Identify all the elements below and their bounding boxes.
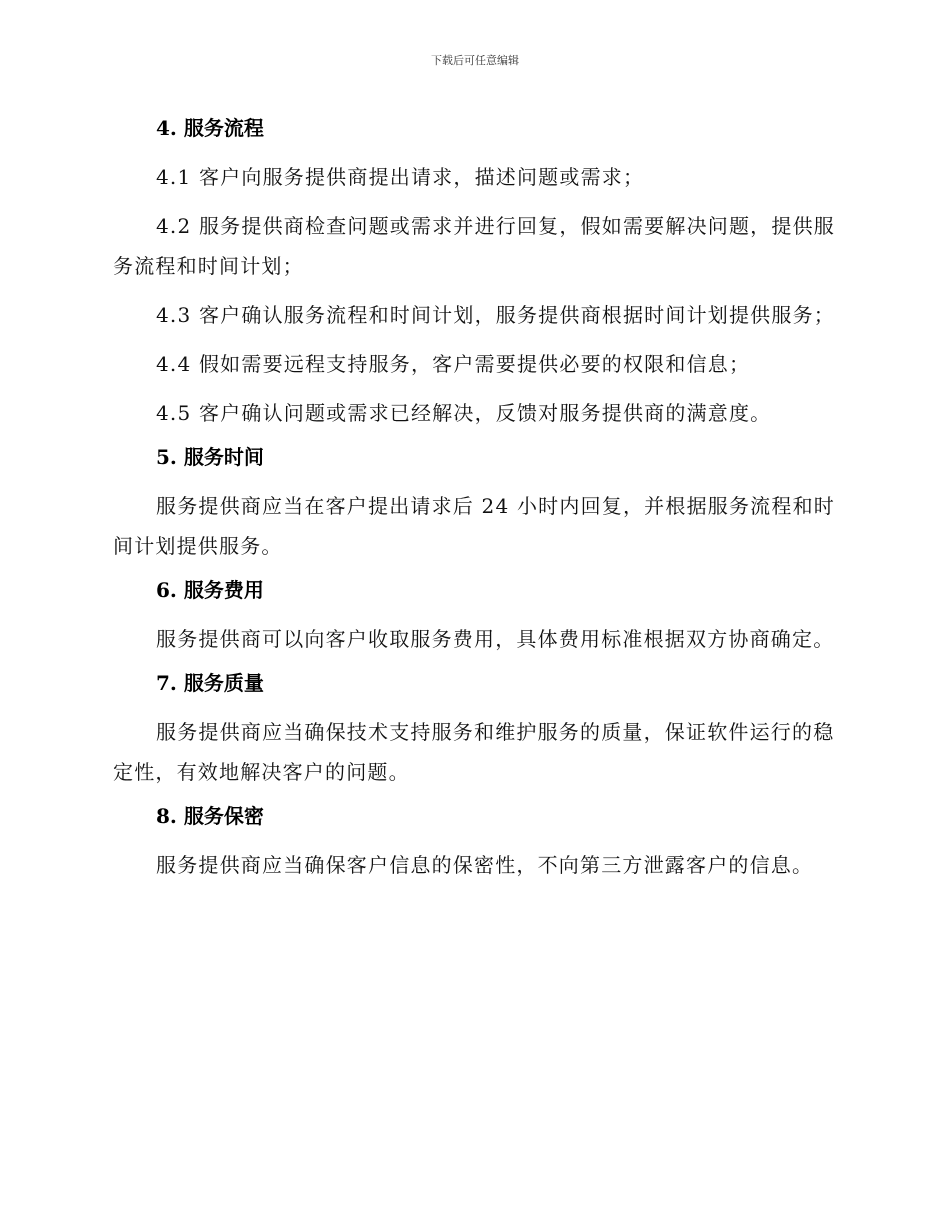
section-service-process xyxy=(113,113,841,442)
section-service-time xyxy=(113,442,841,575)
paragraph: 4.3 客户确认服务流程和时间计划，服务提供商根据时间计划提供服务； xyxy=(156,303,835,327)
section-heading: 8. 服务保密 xyxy=(156,804,264,828)
section-heading: 5. 服务时间 xyxy=(156,445,264,469)
paragraph: 4.1 客户向服务提供商提出请求，描述问题或需求； xyxy=(156,165,645,189)
paragraph: 服务提供商应当在客户提出请求后 24 小时内回复，并根据服务流程和时间计划提供服务。 xyxy=(113,494,835,558)
paragraph: 4.5 客户确认问题或需求已经解决，反馈对服务提供商的满意度。 xyxy=(156,401,772,425)
paragraph: 服务提供商应当确保技术支持服务和维护服务的质量，保证软件运行的稳定性，有效地解决客户的问题。 xyxy=(113,720,835,784)
paragraph: 服务提供商应当确保客户信息的保密性，不向第三方泄露客户的信息。 xyxy=(156,853,814,877)
paragraph: 4.4 假如需要远程支持服务，客户需要提供必要的权限和信息； xyxy=(156,352,751,376)
section-heading: 4. 服务流程 xyxy=(156,116,264,140)
section-service-confidentiality xyxy=(113,801,841,885)
page-header: 下载后可任意编辑 xyxy=(431,54,519,67)
paragraph: 4.2 服务提供商检查问题或需求并进行回复，假如需要解决问题，提供服务流程和时间计划； xyxy=(113,214,835,278)
paragraph: 服务提供商可以向客户收取服务费用，具体费用标准根据双方协商确定。 xyxy=(156,627,835,651)
section-heading: 6. 服务费用 xyxy=(156,578,264,602)
section-heading: 7. 服务质量 xyxy=(156,671,264,695)
section-service-fees xyxy=(113,575,841,668)
section-service-quality xyxy=(113,668,841,801)
document-body xyxy=(113,113,841,885)
